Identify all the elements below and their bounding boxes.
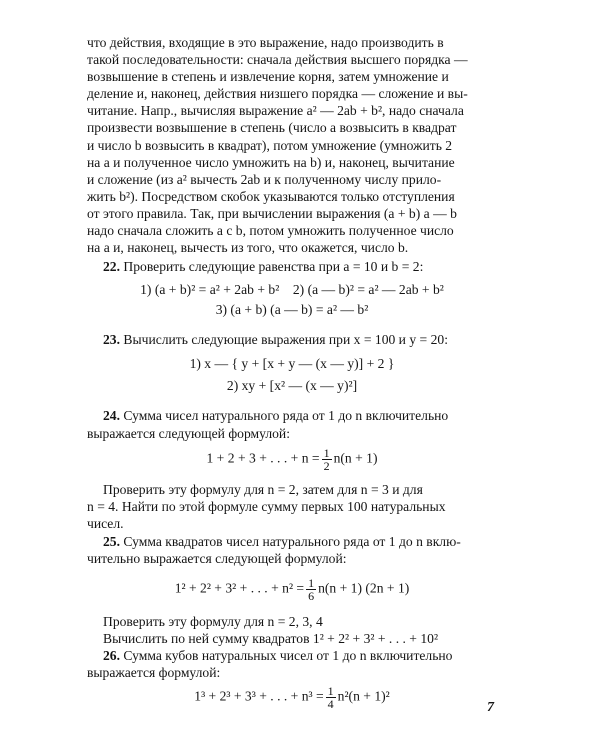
problem-25-text: Сумма квадратов чисел натурального ряда от 1 до n вклю- xyxy=(123,533,461,549)
problem-22-formula-row xyxy=(87,281,497,298)
problem-24-check-2: n = 4. Найти по этой формуле сумму первых 100 натуральных xyxy=(87,498,446,514)
intro-line: от этого правила. Так, при вычислении выражения (a + b) a — b xyxy=(87,205,457,221)
problem-24-line-2: выражается следующей формулой: xyxy=(87,425,290,441)
problem-23-formula-1: 1) x — { y + [x + y — (x — y)] + 2 } xyxy=(189,356,395,372)
problem-25-formula xyxy=(87,577,497,602)
problem-26-text: Сумма кубов натуральных чисел от 1 до n включительно xyxy=(123,648,453,664)
fraction-numerator: 1 xyxy=(323,445,330,460)
problem-24 xyxy=(87,407,497,531)
problem-25-number: 25. xyxy=(103,533,120,549)
fraction-denominator: 6 xyxy=(308,589,315,604)
formula-right: n(n + 1) xyxy=(333,450,378,466)
problem-22-formula-3: 3) (a + b) (a — b) = a² — b² xyxy=(215,302,369,318)
problem-24-number: 24. xyxy=(103,408,120,424)
intro-line: и сложение (из a² вычесть 2ab и к полученному числу прило- xyxy=(87,171,442,187)
fraction-numerator: 1 xyxy=(327,684,334,699)
problem-22-text: Проверить следующие равенства при a = 10 и b = 2: xyxy=(123,259,424,275)
intro-line: на a и полученное число умножить на b) и, наконец, вычитание xyxy=(87,154,455,170)
intro-line: такой последовательности: сначала действия высшего порядка — xyxy=(87,52,468,68)
problem-24-text: Сумма чисел натурального ряда от 1 до n включительно xyxy=(123,408,449,424)
intro-line: возвышение в степень и извлечение корня, затем умножение и xyxy=(87,69,449,85)
problem-25-line-1 xyxy=(87,533,497,550)
intro-line: произвести возвышение в степень (число a возвысить в квадрат xyxy=(87,120,457,136)
problem-22-formula-1: 1) (a + b)² = a² + 2ab + b² xyxy=(140,282,280,298)
problem-24-formula xyxy=(87,447,497,472)
formula-right: n²(n + 1)² xyxy=(337,689,390,705)
problem-26-number: 26. xyxy=(103,648,120,664)
fraction-denominator: 2 xyxy=(323,458,330,473)
problem-26 xyxy=(87,647,497,710)
problem-23-text: Вычислить следующие выражения при x = 100 и y = 20: xyxy=(123,332,448,348)
problem-22-statement xyxy=(87,258,497,275)
intro-line: жить b²). Посредством скобок указываются только отступления xyxy=(87,188,455,204)
problem-23-formula-2: 2) xy + [x² — (x — y)²] xyxy=(226,378,358,394)
formula-left: 1² + 2² + 3² + . . . + n² = xyxy=(174,580,305,596)
fraction-numerator: 1 xyxy=(308,576,315,591)
intro-line: надо сначала сложить a с b, потом умножить полученное число xyxy=(87,223,454,239)
page-number: 7 xyxy=(487,700,494,715)
formula-right: n(n + 1) (2n + 1) xyxy=(318,580,410,596)
problem-25-line-2: чительно выражается следующей формулой: xyxy=(87,550,347,566)
problem-26-formula xyxy=(87,685,497,710)
page-body xyxy=(87,34,497,710)
fraction xyxy=(322,447,332,472)
intro-line: читание. Напр., вычисляя выражение a² — 2ab + b², надо сначала xyxy=(87,103,464,119)
problem-24-check-1: Проверить эту формулу для n = 2, затем для n = 3 и для xyxy=(103,481,423,497)
fraction xyxy=(326,685,336,710)
intro-line: на a и, наконец, вычесть из того, что окажется, число b. xyxy=(87,240,409,256)
problem-24-line-1 xyxy=(87,407,497,424)
problem-25 xyxy=(87,533,497,647)
problem-22-number: 22. xyxy=(103,259,120,275)
problem-22 xyxy=(87,258,497,318)
intro-line: и число b возвысить в квадрат), потом умножение (умножить 2 xyxy=(87,137,453,153)
problem-23 xyxy=(87,331,497,394)
problem-25-check-2: Вычислить по ней сумму квадратов 1² + 2² + 3² + . . . + 10² xyxy=(103,631,439,647)
formula-left: 1 + 2 + 3 + . . . + n = xyxy=(206,450,320,466)
intro-line: что действия, входящие в это выражение, надо производить в xyxy=(87,35,444,50)
problem-22-formula-2: 2) (a — b)² = a² — 2ab + b² xyxy=(292,282,444,298)
problem-23-statement xyxy=(87,331,497,348)
fraction xyxy=(306,577,316,602)
problem-26-line-2: выражается формулой: xyxy=(87,665,221,681)
intro-paragraph xyxy=(87,34,497,256)
formula-left: 1³ + 2³ + 3³ + . . . + n³ = xyxy=(194,689,324,705)
problem-25-check-1: Проверить эту формулу для n = 2, 3, 4 xyxy=(103,614,323,630)
problem-26-line-1 xyxy=(87,647,497,664)
problem-24-check-3: чисел. xyxy=(87,515,124,531)
fraction-denominator: 4 xyxy=(327,697,334,712)
problem-23-number: 23. xyxy=(103,332,120,348)
intro-line: деление и, наконец, действия низшего порядка — сложение и вы- xyxy=(87,86,468,102)
